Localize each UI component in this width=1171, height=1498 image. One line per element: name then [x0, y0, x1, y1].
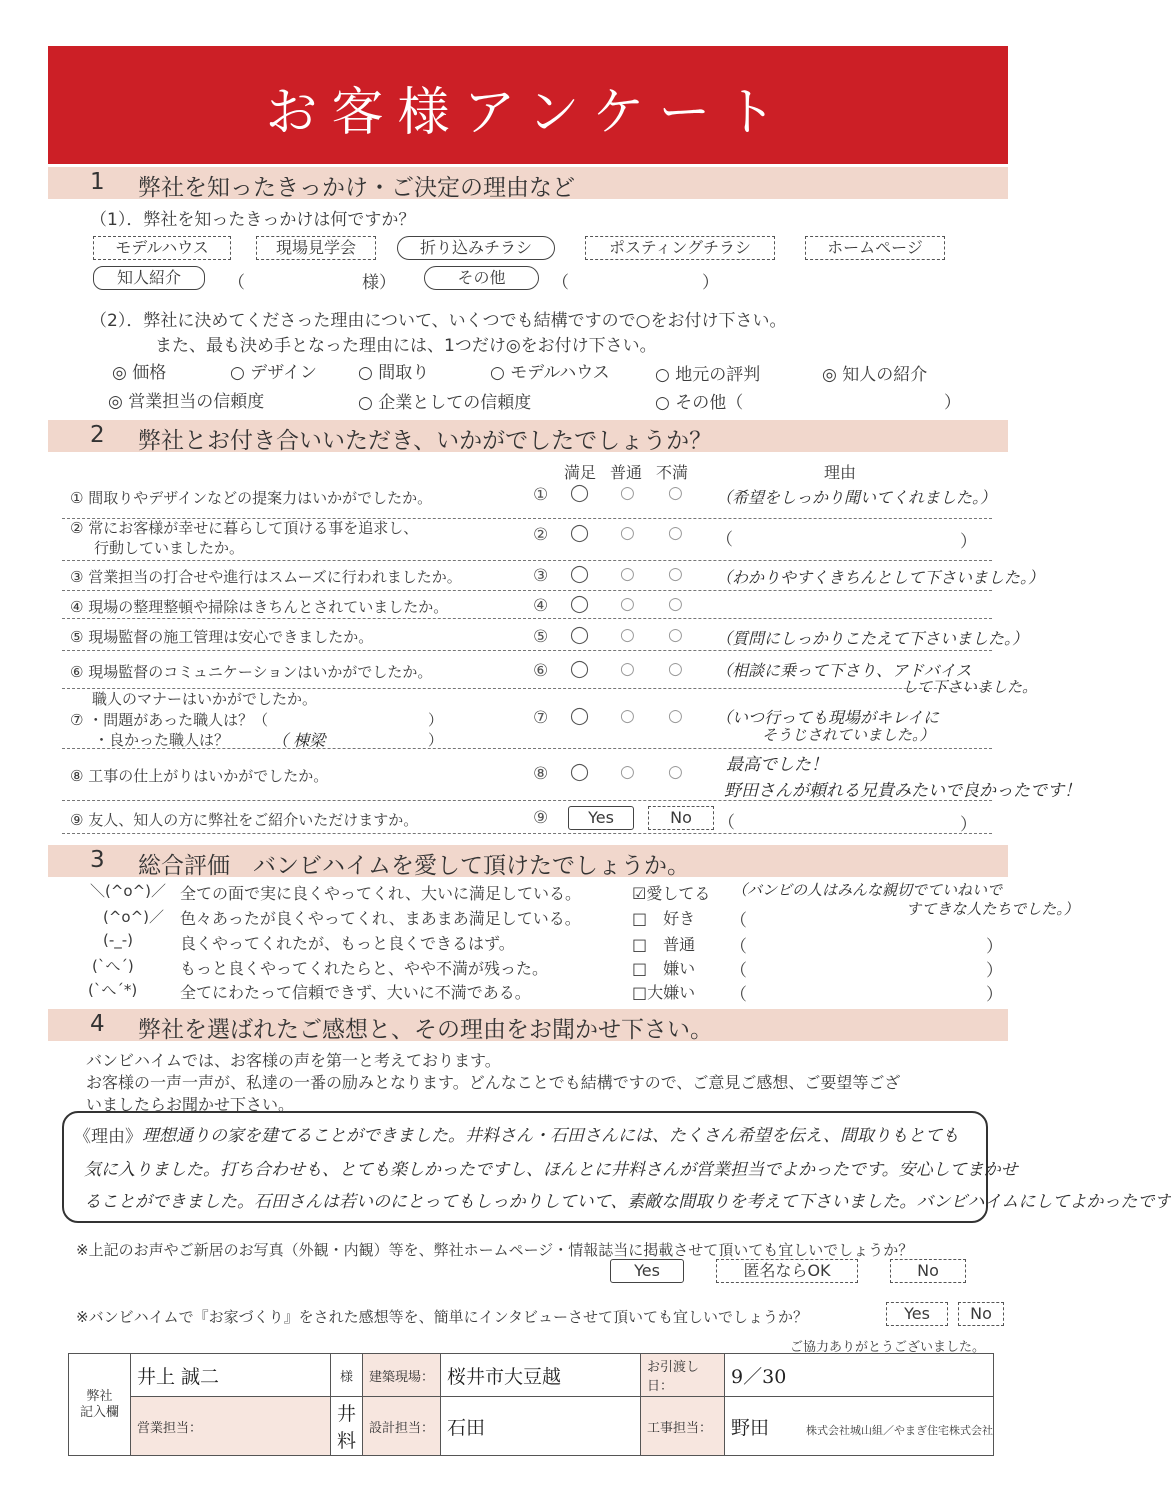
row-number: ① — [533, 485, 549, 505]
row-number: ④ — [533, 596, 549, 616]
design-value: 石田 — [441, 1397, 641, 1456]
row-divider — [62, 560, 992, 561]
site-label: 建築現場： — [363, 1354, 441, 1397]
reason-text: （質問にしっかりこたえて下さいました。） — [716, 629, 1029, 648]
question-text: ④ 現場の整理整頓や掃除はきちんとされていましたか。 — [70, 598, 449, 616]
reason-text-cont: して下さいました。 — [902, 678, 1038, 696]
rating-description: 色々あったが良くやってくれ、まあまあ満足している。 — [180, 909, 581, 928]
section-2-header — [48, 420, 1008, 452]
question-text-good: ・良かった職人は？ — [94, 731, 230, 749]
row-divider — [62, 618, 992, 619]
question-1-1: （1）．弊社を知ったきっかけは何ですか？ — [90, 210, 416, 230]
question-text: ① 間取りやデザインなどの提案力はいかがでしたか。 — [70, 489, 433, 507]
photo-question: ※上記のお声やご新居のお写真（外観・内観）等を、弊社ホームページ・情報誌当に掲載させて頂いても宜しいでしょうか？ — [76, 1241, 914, 1259]
source-option-homepage[interactable]: ホームページ — [805, 236, 945, 260]
section-title: 弊社を選ばれたご感想と、その理由をお聞かせ下さい。 — [138, 1017, 713, 1043]
row-number: ⑤ — [533, 627, 549, 647]
reason-paren-close: ） — [986, 985, 1003, 1005]
question-1-2: （2）．弊社に決めてくださった理由について、いくつでも結構ですので○をお付け下さい。 — [90, 311, 787, 331]
question-text: ⑥ 現場監督のコミュニケーションはいかがでしたか。 — [70, 663, 433, 681]
reason-text: （いつ行っても現場がキレイに — [716, 708, 940, 727]
face-icon: (`へ´*) — [88, 981, 138, 999]
reason-text-cont: 野田さんが頼れる兄貴みたいで良かったです！ — [724, 781, 1081, 801]
reason-text: （わかりやすくきちんとして下さいました。） — [716, 568, 1045, 587]
design-label: 設計担当： — [363, 1397, 441, 1456]
reason-price[interactable]: ◎ 価格 — [112, 363, 167, 383]
row-number: ③ — [533, 566, 549, 586]
rating-satisfied[interactable]: ◯ — [570, 625, 590, 645]
comment-line-1: 理想通りの家を建てることができました。井料さん・石田さんには、たくさん希望を伝え、間取りもとても — [142, 1126, 960, 1146]
rating-unsatisfied[interactable]: ○ — [668, 659, 683, 679]
label-company-cell — [69, 1354, 131, 1456]
rating-satisfied[interactable]: ◯ — [570, 659, 590, 679]
question-text: ⑨ 友人、知人の方に弊社をご紹介いただけますか。 — [70, 811, 419, 829]
rating-satisfied[interactable]: ◯ — [570, 594, 590, 614]
source-option-other[interactable]: その他 — [424, 266, 539, 290]
site-value: 桜井市大豆越 — [441, 1354, 641, 1397]
rating-satisfied[interactable]: ◯ — [570, 706, 590, 726]
question-text-cont: 行動していましたか。 — [94, 539, 245, 557]
customer-name: 井上 誠二 — [131, 1354, 331, 1397]
other-paren-close: ） — [702, 273, 719, 293]
face-icon: ＼(^o^)／ — [90, 882, 167, 900]
source-option-referral[interactable]: 知人紹介 — [93, 266, 205, 290]
rating-unsatisfied[interactable]: ○ — [668, 762, 683, 782]
sales-label: 営業担当： — [131, 1397, 331, 1456]
section-title: 弊社を知ったきっかけ・ご決定の理由など — [138, 175, 575, 201]
row-number: ⑥ — [533, 661, 549, 681]
rating-average[interactable]: ○ — [620, 483, 635, 503]
label-company: 弊社 — [86, 1388, 113, 1404]
referral-sama: 様） — [362, 273, 396, 293]
row-number: ⑦ — [533, 708, 549, 728]
question-1-2-note: また、最も決め手となった理由には、1つだけ◎をお付け下さい。 — [155, 336, 657, 356]
row-divider — [62, 590, 992, 591]
photo-anonymous-button[interactable]: 匿名ならOK — [716, 1259, 858, 1283]
reason-text: 最高でした！ — [726, 755, 828, 775]
question-text: 職人のマナーはいかがでしたか。 — [92, 690, 318, 708]
paren-close: ） — [428, 731, 444, 749]
face-icon: (`へ´) — [92, 957, 134, 975]
section-title: 弊社とお付き合いいただき、いかがでしたでしょうか？ — [138, 428, 713, 454]
paren-close: ） — [428, 711, 444, 729]
sales-value: 井料 — [331, 1397, 363, 1456]
customer-sama: 様 — [331, 1354, 363, 1397]
rating-option-dislike[interactable]: □ 嫌い — [632, 959, 696, 978]
company-info-table — [68, 1353, 994, 1456]
section-1-header — [48, 167, 1008, 199]
rating-option-love[interactable]: ☑愛してる — [632, 884, 711, 903]
rating-option-normal[interactable]: □ 普通 — [632, 935, 696, 954]
recommend-yes-button[interactable]: Yes — [568, 806, 634, 830]
comment-label: 《理由》 — [74, 1127, 142, 1147]
reason-paren-open: （ — [730, 985, 747, 1005]
face-icon: (-_-) — [103, 931, 134, 949]
rating-description: 良くやってくれたが、もっと良くできるはず。 — [180, 934, 515, 953]
question-text: ⑧ 工事の仕上がりはいかがでしたか。 — [70, 767, 329, 785]
row-number: ② — [533, 525, 549, 545]
rating-satisfied[interactable]: ◯ — [570, 762, 590, 782]
section-number: 4 — [90, 1011, 105, 1037]
thanks-text: ご協力ありがとうございました。 — [790, 1340, 986, 1355]
rating-average[interactable]: ○ — [620, 762, 635, 782]
recommend-no-button[interactable]: No — [648, 806, 714, 830]
question-text: ③ 営業担当の打合せや進行はスムーズに行われましたか。 — [70, 568, 462, 586]
rating-average[interactable]: ○ — [620, 594, 635, 614]
reason-paren-open: （ — [730, 961, 747, 981]
header-reason: 理由 — [824, 463, 857, 482]
intro-line-2: お客様の一声一声が、私達の一番の励みとなります。どんなことでも結構ですので、ご意見ご感想、ご要望等ござ — [86, 1073, 901, 1092]
reason-paren-close: ） — [960, 532, 977, 552]
reason-text: （希望をしっかり聞いてくれました。） — [716, 488, 997, 507]
section-3-header — [48, 845, 1008, 877]
rating-description: 全てにわたって信頼できず、大いに不満である。 — [180, 983, 531, 1002]
question-text: ② 常にお客様が幸せに暮らして頂ける事を追求し、 — [70, 519, 419, 537]
reason-paren-open: （ — [730, 911, 747, 931]
delivery-value: 9／30 — [725, 1354, 994, 1397]
good-craftsman: （ 棟梁 — [272, 731, 326, 750]
reason-floorplan[interactable]: ○ 間取り — [358, 363, 430, 383]
row-divider — [62, 833, 992, 834]
reason-paren-close: ） — [986, 937, 1003, 957]
section-number: 1 — [90, 169, 105, 195]
rating-description: 全ての面で実に良くやってくれ、大いに満足している。 — [180, 884, 581, 903]
rating-satisfied[interactable]: ◯ — [570, 523, 590, 543]
section-number: 2 — [90, 422, 105, 448]
reason-paren-open: （ — [716, 530, 733, 550]
rating-satisfied[interactable]: ◯ — [570, 483, 590, 503]
section-number: 3 — [90, 847, 105, 873]
section-4-header — [48, 1009, 1008, 1041]
reason-company-trust[interactable]: ○ 企業としての信頼度 — [358, 393, 532, 413]
photo-yes-button[interactable]: Yes — [610, 1259, 684, 1283]
construction-value: 野田 — [725, 1397, 994, 1456]
rating-average[interactable]: ○ — [620, 659, 635, 679]
reason-other[interactable]: ○ その他（ — [655, 393, 744, 413]
header-unsatisfied: 不満 — [656, 463, 689, 482]
photo-no-button[interactable]: No — [890, 1259, 966, 1283]
construction-label: 工事担当： — [641, 1397, 725, 1456]
rating-unsatisfied[interactable]: ○ — [668, 483, 683, 503]
rating-unsatisfied[interactable]: ○ — [668, 594, 683, 614]
reason-text: （相談に乗って下さり、アドバイス — [716, 661, 972, 680]
face-icon: (^o^)／ — [103, 908, 165, 926]
reason-reputation[interactable]: ○ 地元の評判 — [655, 365, 761, 385]
reason-paren-close: ） — [960, 815, 977, 835]
question-text: ⑤ 現場監督の施工管理は安心できましたか。 — [70, 628, 374, 646]
interview-question: ※バンビハイムで『お家づくり』をされた感想等を、簡単にインタビューさせて頂いても宜しいでしょうか？ — [76, 1308, 808, 1326]
reason-design[interactable]: ○ デザイン — [230, 363, 318, 383]
row-divider — [62, 650, 992, 651]
interview-yes-button[interactable]: Yes — [886, 1302, 948, 1326]
rating-reason-cont: すてきな人たちでした。） — [906, 900, 1079, 918]
reason-paren-open: （ — [718, 813, 735, 833]
reason-sales-trust[interactable]: ◎ 営業担当の信頼度 — [108, 392, 265, 412]
header-satisfied: 満足 — [564, 463, 597, 482]
title-banner — [48, 46, 1008, 164]
referral-paren: （ — [228, 273, 245, 293]
rating-unsatisfied[interactable]: ○ — [668, 706, 683, 726]
comment-line-2: 気に入りました。打ち合わせも、とても楽しかったですし、ほんとに井料さんが営業担当でよかったです。安心してまかせ — [84, 1160, 1018, 1180]
rating-unsatisfied[interactable]: ○ — [668, 625, 683, 645]
rating-unsatisfied[interactable]: ○ — [668, 564, 683, 584]
reason-text-cont: そうじされていました。） — [762, 726, 935, 744]
header-average: 普通 — [610, 463, 643, 482]
delivery-label: お引渡し日： — [641, 1354, 725, 1397]
rating-average[interactable]: ○ — [620, 523, 635, 543]
rating-average[interactable]: ○ — [620, 564, 635, 584]
page-title: お客様アンケート — [265, 83, 791, 143]
row-number: ⑨ — [533, 808, 549, 828]
reason-paren-open: （ — [730, 937, 747, 957]
section-title: 総合評価 バンビハイムを愛して頂けたでしょうか。 — [138, 853, 690, 879]
reason-referral[interactable]: ◎ 知人の紹介 — [822, 365, 928, 385]
comment-line-3: ることができました。石田さんは若いのにとってもしっかりしていて、素敵な間取りを考えて下さいました。バンビハイムにしてよかったです — [84, 1192, 1171, 1212]
reason-other-close: ） — [944, 393, 961, 413]
reason-model-house[interactable]: ○ モデルハウス — [490, 363, 610, 383]
rating-unsatisfied[interactable]: ○ — [668, 523, 683, 543]
interview-no-button[interactable]: No — [958, 1302, 1004, 1326]
question-text-problem: ⑦ ・問題があった職人は？（ — [70, 711, 269, 729]
source-option-posting-flyer[interactable]: ポスティングチラシ — [585, 236, 775, 260]
rating-option-hate[interactable]: □大嫌い — [632, 983, 696, 1002]
rating-average[interactable]: ○ — [620, 625, 635, 645]
company-name: 株式会社城山組／やまぎ住宅株式会社 — [806, 1424, 993, 1437]
rating-option-like[interactable]: □ 好き — [632, 909, 696, 928]
intro-line-3: いましたらお聞かせ下さい。 — [86, 1095, 295, 1114]
row-number: ⑧ — [533, 764, 549, 784]
rating-average[interactable]: ○ — [620, 706, 635, 726]
rating-reason: （バンビの人はみんな親切でていねいで — [732, 881, 1003, 899]
source-option-site-tour[interactable]: 現場見学会 — [256, 236, 376, 260]
intro-line-1: バンビハイムでは、お客様の声を第一と考えております。 — [86, 1051, 501, 1070]
reason-paren-close: ） — [986, 961, 1003, 981]
label-entry: 記入欄 — [79, 1404, 119, 1420]
rating-satisfied[interactable]: ◯ — [570, 564, 590, 584]
source-option-flyer[interactable]: 折り込みチラシ — [397, 236, 555, 260]
source-option-model-house[interactable]: モデルハウス — [93, 236, 231, 260]
rating-description: もっと良くやってくれたらと、やや不満が残った。 — [180, 959, 549, 978]
other-paren-open: （ — [552, 273, 569, 293]
